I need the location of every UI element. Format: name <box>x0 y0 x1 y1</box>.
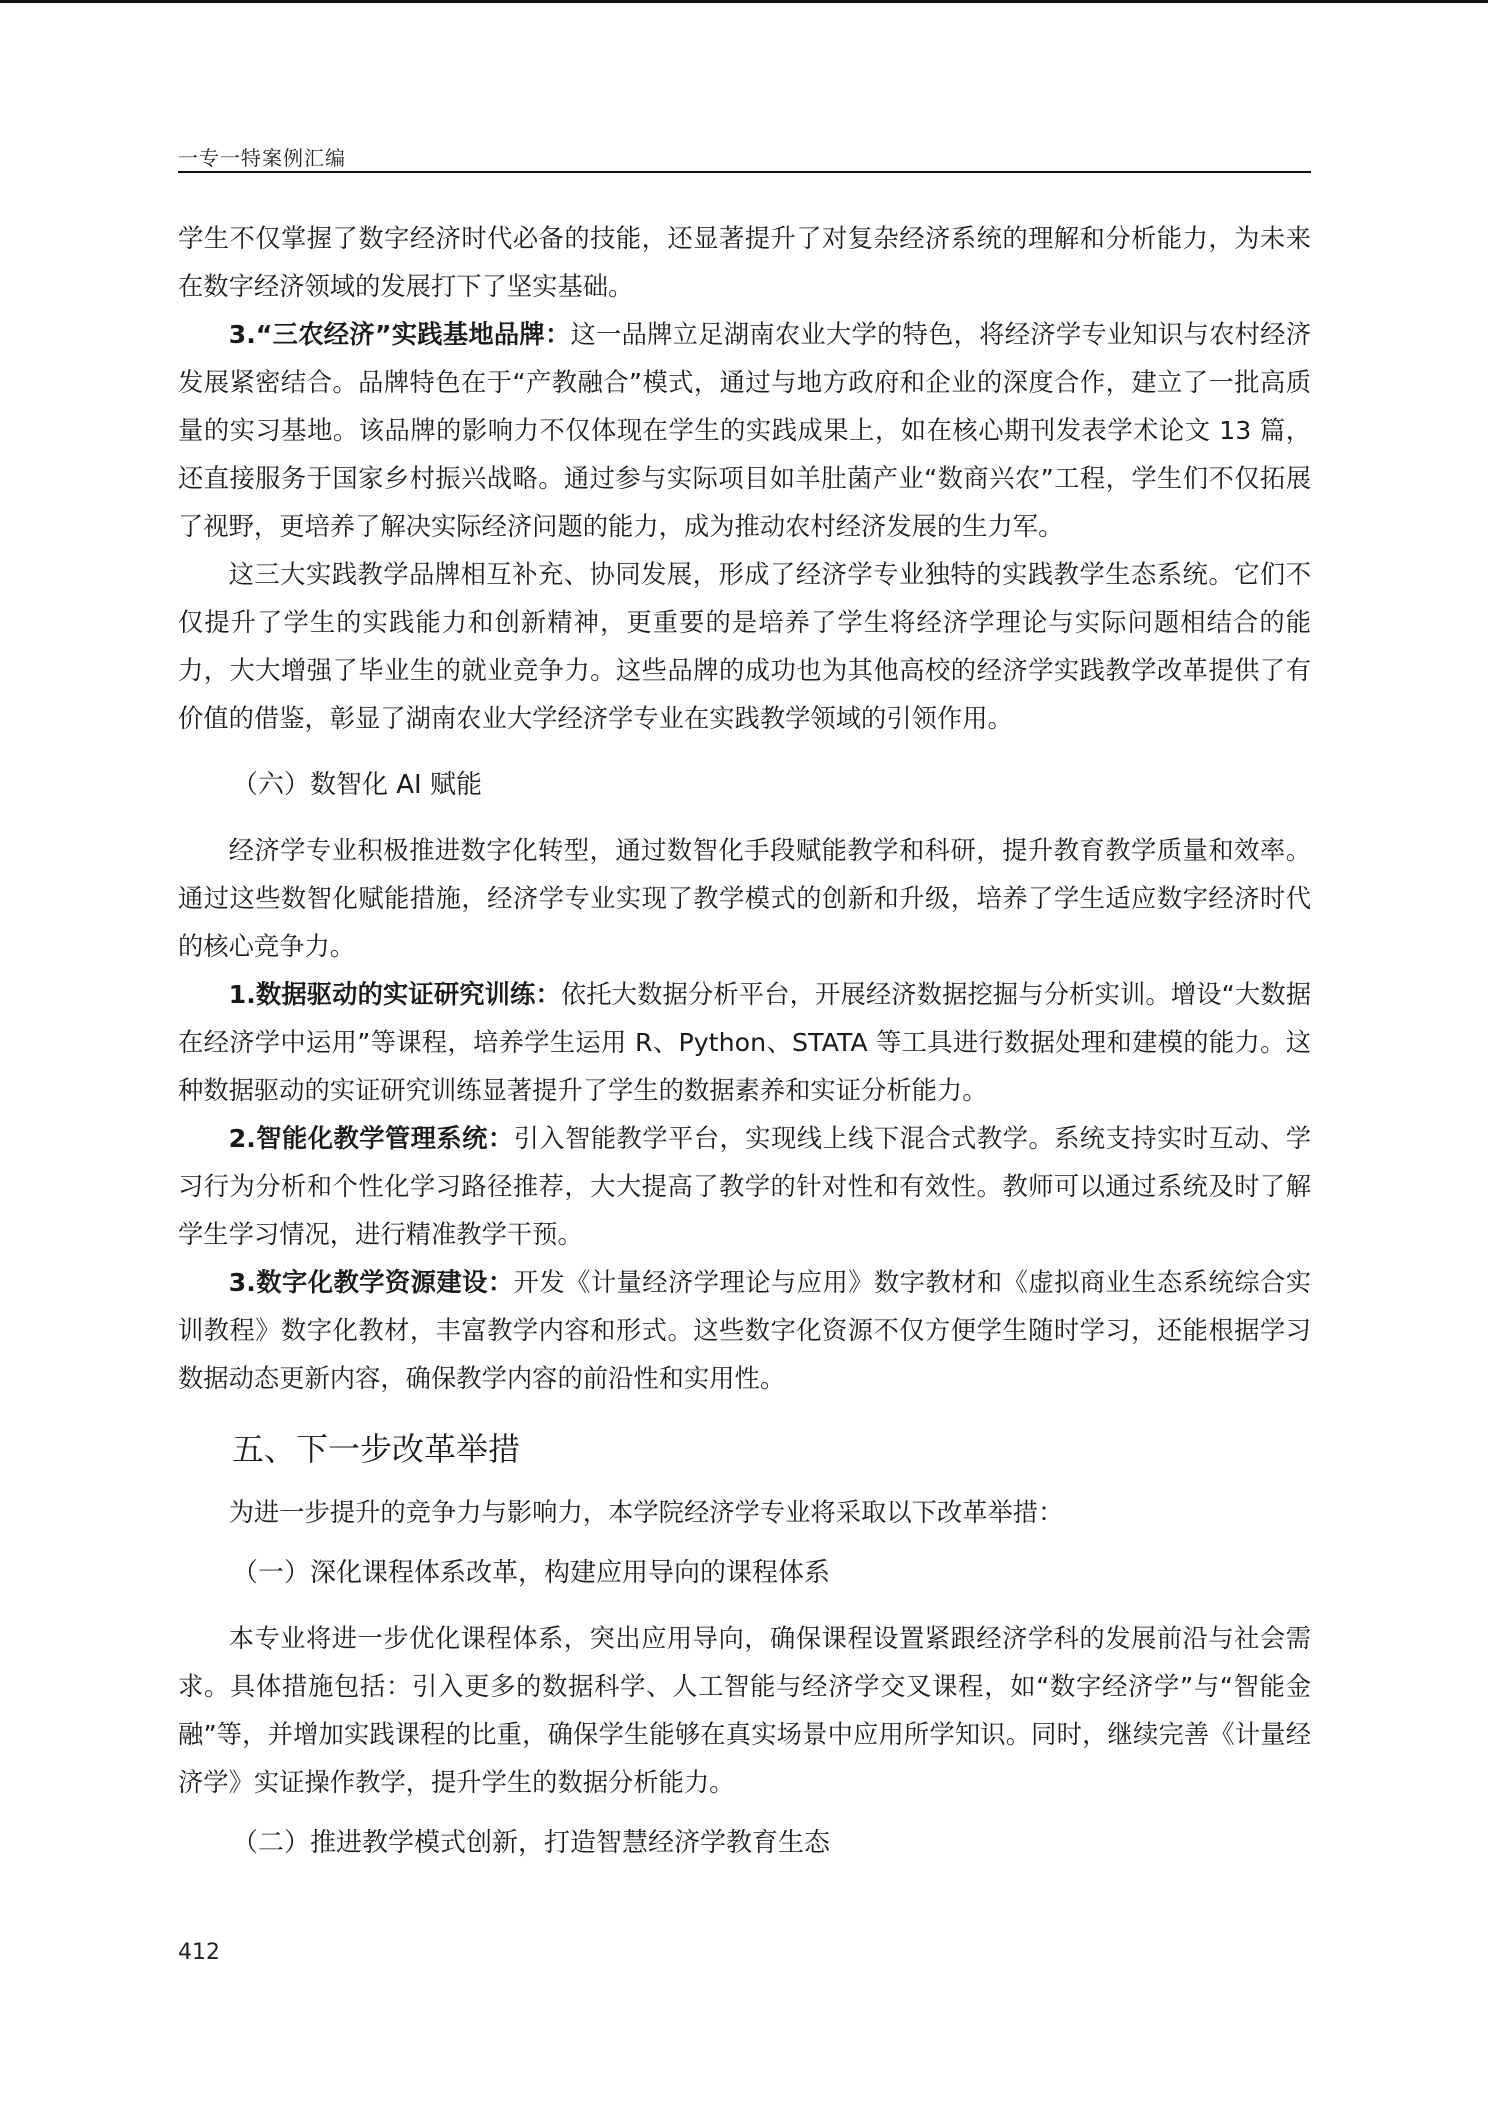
paragraph-brand-summary: 这三大实践教学品牌相互补充、协同发展，形成了经济学专业独特的实践教学生态系统。它们不仅提升了学生的实践能力和创新精神，更重要的是培养了学生将经济学理论与实际问题相结合的能力，大大增强了毕业生的就业竞争力。这些品牌的成功也为其他高校的经济学实践教学改革提供了有价值的借鉴，彰显了湖南农业大学经济学专业在实践教学领域的引领作用。 <box>178 560 1311 733</box>
page-number: 412 <box>178 1940 220 1965</box>
paragraph-text-digital-resources: 开发《计量经济学理论与应用》数字教材和《虚拟商业生态系统综合实训教程》数字化教材，丰富教学内容和形式。这些数字化资源不仅方便学生随时学习，还能根据学习数据动态更新内容，确保教学内容的前沿性和实用性。 <box>178 1268 1311 1393</box>
paragraph-lead-sannong: 3.“三农经济”实践基地品牌： <box>228 320 571 349</box>
header-rule <box>178 171 1311 173</box>
paragraph-curriculum: 本专业将进一步优化课程体系，突出应用导向，确保课程设置紧跟经济学科的发展前沿与社会需求。具体措施包括：引入更多的数据科学、人工智能与经济学交叉课程，如“数字经济学”与“智能金融”等，并增加实践课程的比重，确保学生能够在真实场景中应用所学知识。同时，继续完善《计量经济学》实证操作教学，提升学生的数据分析能力。 <box>178 1624 1311 1797</box>
paragraph-digital-resources <box>178 1259 1311 1403</box>
paragraph-data-driven <box>178 971 1311 1115</box>
running-header: 一专一特案例汇编 <box>178 146 346 170</box>
paragraph-reform-intro: 为进一步提升的竞争力与影响力，本学院经济学专业将采取以下改革举措： <box>228 1498 1064 1527</box>
paragraph-lead-data-driven: 1.数据驱动的实证研究训练： <box>228 980 561 1009</box>
paragraph-text-data-driven: 依托大数据分析平台，开展经济数据挖掘与分析实训。增设“大数据在经济学中运用”等课程，培养学生运用 R、Python、STATA 等工具进行数据处理和建模的能力。这种数据驱动的实证研究训练显著提升了学生的数据素养和实证分析能力。 <box>178 980 1311 1105</box>
subheading-one: （一）深化课程体系改革，构建应用导向的课程体系 <box>232 1558 831 1588</box>
section-heading-five: 五、下一步改革举措 <box>232 1430 521 1468</box>
paragraph-continuation: 学生不仅掌握了数字经济时代必备的技能，还显著提升了对复杂经济系统的理解和分析能力，为未来在数字经济领域的发展打下了坚实基础。 <box>178 224 1311 301</box>
page-top-rule <box>0 0 1488 3</box>
paragraph-lead-digital-resources: 3.数字化教学资源建设： <box>228 1268 514 1297</box>
paragraph-text-sannong: 这一品牌立足湖南农业大学的特色，将经济学专业知识与农村经济发展紧密结合。品牌特色在于“产教融合”模式，通过与地方政府和企业的深度合作，建立了一批高质量的实习基地。该品牌的影响力不仅体现在学生的实践成果上，如在核心期刊发表学术论文 13 篇，还直接服务于国家乡村振兴战略。通过参与实际项目如羊肚菌产业“数商兴农”工程，学生们不仅拓展了视野，更培养了解决实际经济问题的能力，成为推动农村经济发展的生力军。 <box>178 320 1311 541</box>
paragraph-text-smart-management: 引入智能教学平台，实现线上线下混合式教学。系统支持实时互动、学习行为分析和个性化学习路径推荐，大大提高了教学的针对性和有效性。教师可以通过系统及时了解学生学习情况，进行精准教学干预。 <box>178 1124 1311 1249</box>
paragraph-digital-intro: 经济学专业积极推进数字化转型，通过数智化手段赋能教学和科研，提升教育教学质量和效率。通过这些数智化赋能措施，经济学专业实现了教学模式的创新和升级，培养了学生适应数字经济时代的核心竞争力。 <box>178 836 1311 961</box>
subheading-six: （六）数智化 AI 赋能 <box>232 770 482 800</box>
paragraph-lead-smart-management: 2.智能化教学管理系统： <box>228 1124 514 1153</box>
paragraph-sannong-brand <box>178 311 1311 551</box>
subheading-two: （二）推进教学模式创新，打造智慧经济学教育生态 <box>232 1828 831 1858</box>
paragraph-smart-management <box>178 1115 1311 1259</box>
body-content <box>178 215 1311 1867</box>
